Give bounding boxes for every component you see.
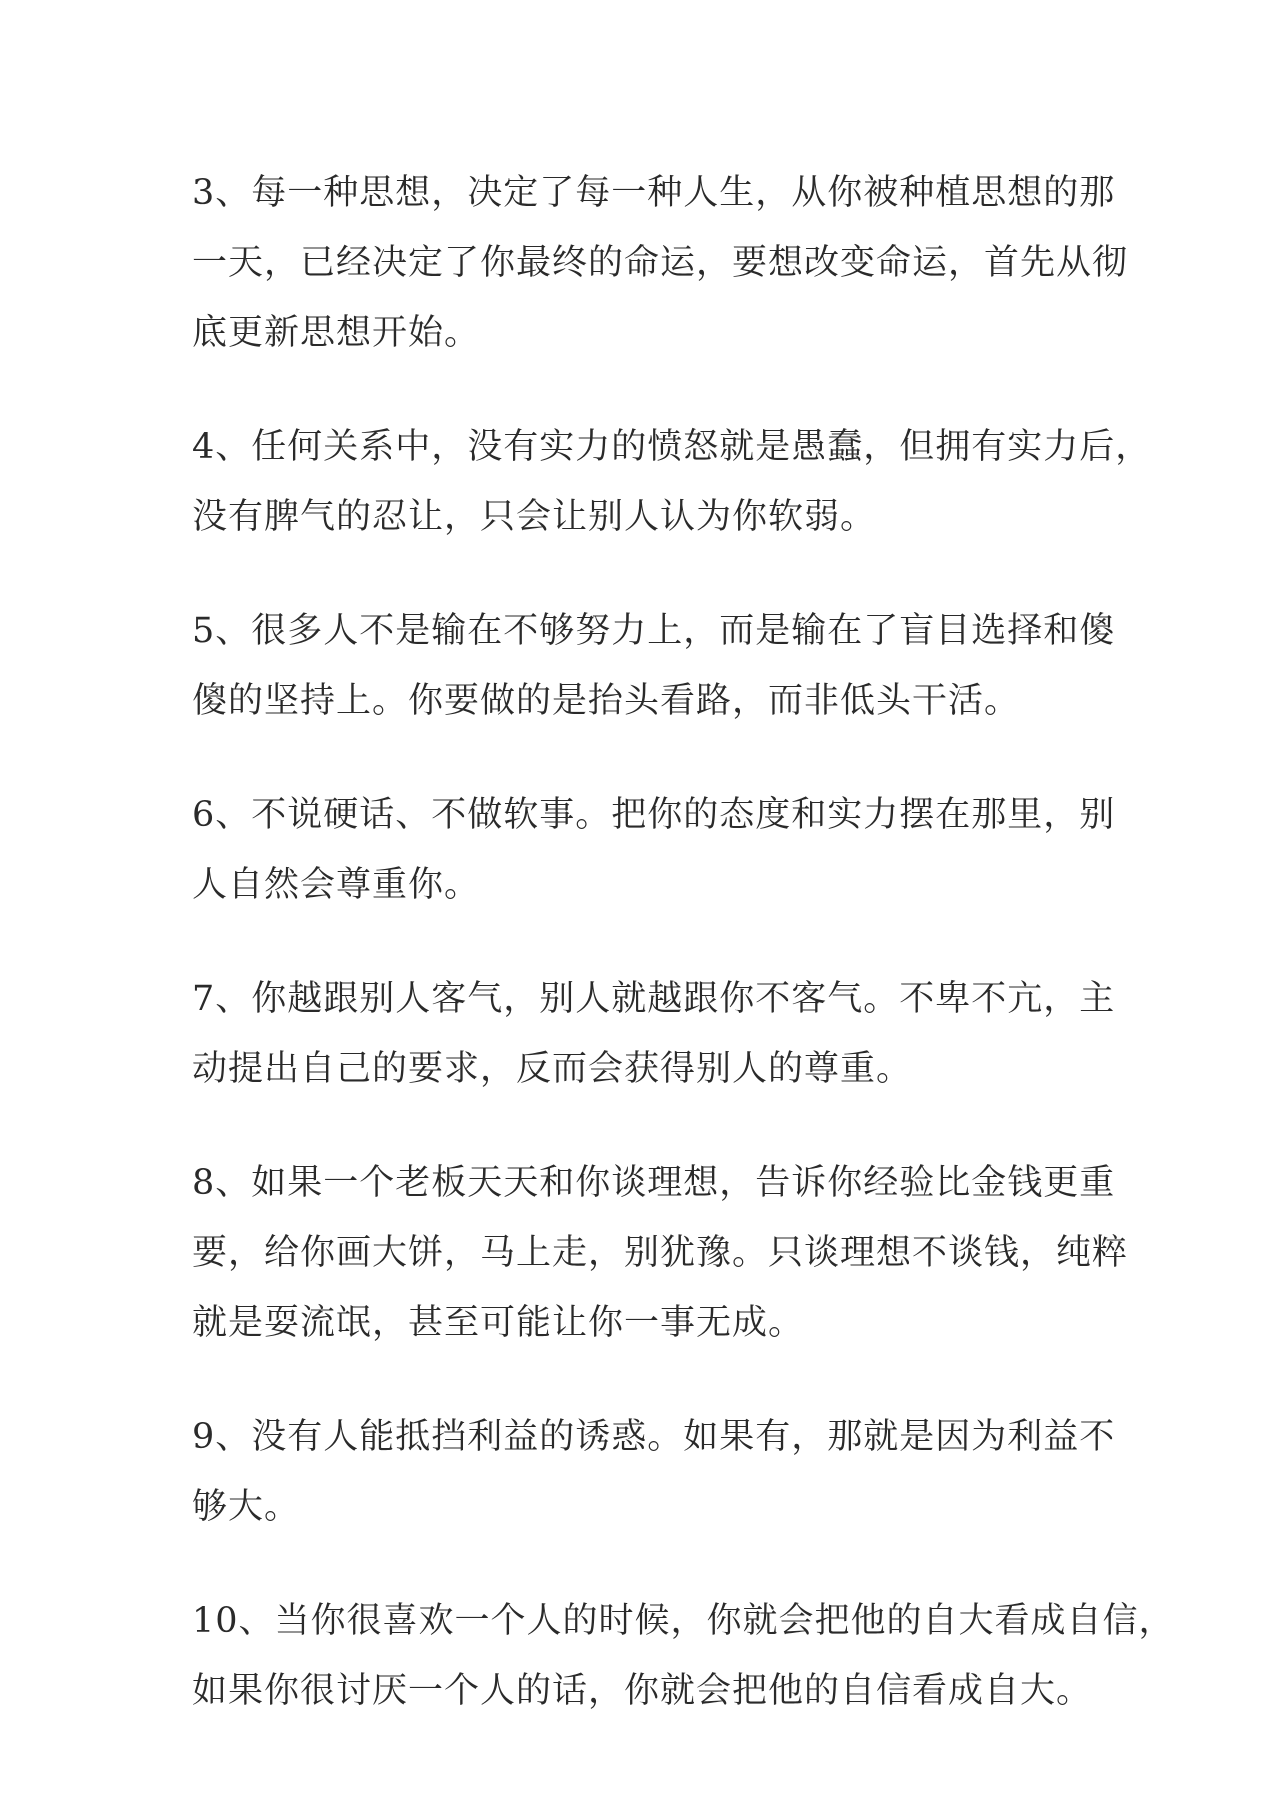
paragraph-line: 如果你很讨厌一个人的话，你就会把他的自信看成自大。 — [192, 1671, 1093, 1711]
paragraph-line: 3、每一种思想，决定了每一种人生，从你被种植思想的那 — [192, 173, 1116, 213]
paragraph-line: 6、不说硬话、不做软事。把你的态度和实力摆在那里，别 — [192, 795, 1116, 835]
paragraph-3 — [192, 158, 1129, 368]
paragraph-line: 动提出自己的要求，反而会获得别人的尊重。 — [192, 1049, 913, 1089]
paragraph-line: 10、当你很喜欢一个人的时候，你就会把他的自大看成自信， — [192, 1601, 1175, 1641]
paragraph-line: 够大。 — [192, 1487, 301, 1527]
paragraph-line: 底更新思想开始。 — [192, 313, 481, 353]
paragraph-line: 5、很多人不是输在不够努力上，而是输在了盲目选择和傻 — [192, 611, 1116, 651]
paragraph-line: 要，给你画大饼，马上走，别犹豫。只谈理想不谈钱，纯粹 — [192, 1233, 1129, 1273]
paragraph-7 — [192, 964, 1116, 1104]
paragraph-9 — [192, 1402, 1116, 1542]
paragraph-line: 傻的坚持上。你要做的是抬头看路，而非低头干活。 — [192, 681, 1021, 721]
paragraph-8 — [192, 1148, 1129, 1358]
paragraph-line: 9、没有人能抵挡利益的诱惑。如果有，那就是因为利益不 — [192, 1417, 1116, 1457]
paragraph-line: 4、任何关系中，没有实力的愤怒就是愚蠢，但拥有实力后， — [192, 427, 1152, 467]
paragraph-line: 没有脾气的忍让，只会让别人认为你软弱。 — [192, 497, 877, 537]
paragraph-6 — [192, 780, 1116, 920]
paragraph-line: 7、你越跟别人客气，别人就越跟你不客气。不卑不亢，主 — [192, 979, 1116, 1019]
paragraph-line: 就是耍流氓，甚至可能让你一事无成。 — [192, 1303, 805, 1343]
paragraph-line: 8、如果一个老板天天和你谈理想，告诉你经验比金钱更重 — [192, 1163, 1116, 1203]
paragraph-line: 一天，已经决定了你最终的命运，要想改变命运，首先从彻 — [192, 243, 1129, 283]
paragraph-10 — [192, 1586, 1175, 1726]
paragraph-4 — [192, 412, 1152, 552]
paragraph-line: 人自然会尊重你。 — [192, 865, 481, 905]
document-body — [192, 158, 1175, 1770]
paragraph-5 — [192, 596, 1116, 736]
